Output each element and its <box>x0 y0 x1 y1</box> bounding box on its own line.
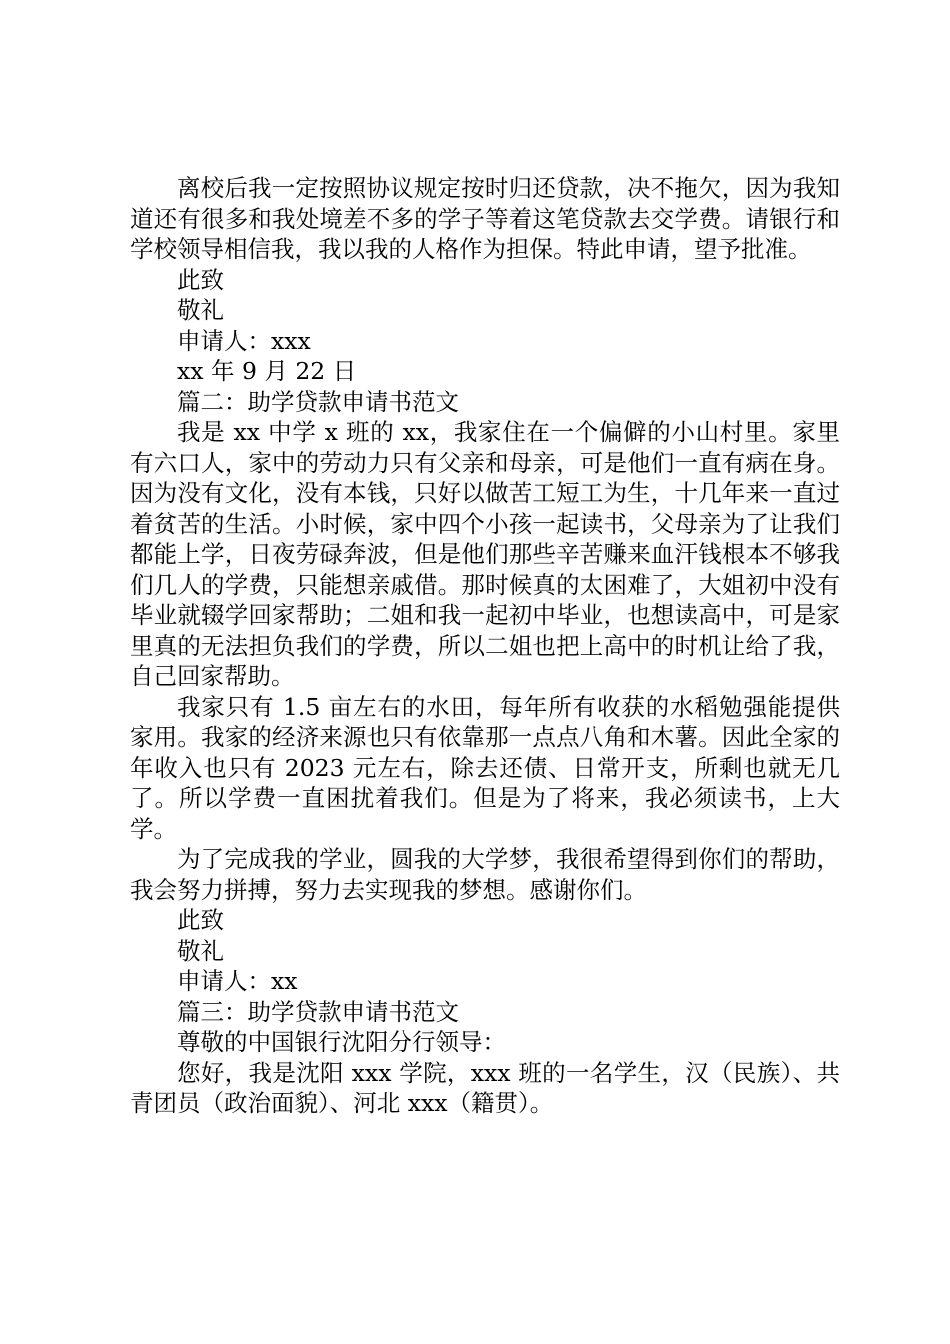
paragraph-family-background: 我是 xx 中学 x 班的 xx，我家住在一个偏僻的小山村里。家里有六口人，家中的劳动力只有父亲和母亲，可是他们一直有病在身。因为没有文化，没有本钱，只好以做苦工短工为生，十几年来一直过着贫苦的生活。小时候，家中四个小孩一起读书，父母亲为了让我们都能上学，日夜劳碌奔波，但是他们那些辛苦赚来血汗钱根本不够我们几人的学费，只能想亲戚借。那时候真的太困难了，大姐初中没有毕业就辍学回家帮助；二姐和我一起初中毕业，也想读高中，可是家里真的无法担负我们的学费，所以二姐也把上高中的时机让给了我，自己回家帮助。 <box>130 418 840 690</box>
section-heading-part-three: 篇三：助学贷款申请书范文 <box>177 997 459 1026</box>
paragraph-self-introduction: 您好，我是沈阳 xxx 学院，xxx 班的一名学生，汉（民族）、共青团员（政治面貌）、河北 xxx（籍贯）。 <box>130 1058 840 1117</box>
paragraph-request-help: 为了完成我的学业，圆我的大学梦，我很希望得到你们的帮助，我会努力拼搏，努力去实现我的梦想。感谢你们。 <box>130 845 840 904</box>
paragraph-repayment-promise: 离校后我一定按照协议规定按时归还贷款，决不拖欠，因为我知道还有很多和我处境差不多的学子等着这笔贷款去交学费。请银行和学校领导相信我，我以我的人格作为担保。特此申请，望予批准。 <box>130 174 840 263</box>
section-heading-part-two: 篇二：助学贷款申请书范文 <box>177 387 459 416</box>
closing-cizhi: 此致 <box>177 265 224 294</box>
applicant-signature-2: 申请人：xx <box>177 967 298 995</box>
document-page <box>130 173 840 1119</box>
salutation-jingli-2: 敬礼 <box>177 936 224 965</box>
paragraph-family-income: 我家只有 1.5 亩左右的水田，每年所有收获的水稻勉强能提供家用。我家的经济来源也只有依靠那一点点八角和木薯。因此全家的年收入也只有 2023 元左右，除去还债、日常开支，所剩也就无几了。所以学费一直困扰着我们。但是为了将来，我必须读书，上大学。 <box>130 692 840 843</box>
application-date: xx 年 9 月 22 日 <box>177 357 357 385</box>
greeting-bank-leaders: 尊敬的中国银行沈阳分行领导： <box>177 1028 506 1056</box>
salutation-jingli: 敬礼 <box>177 296 224 324</box>
applicant-signature: 申请人：xxx <box>177 326 311 355</box>
closing-cizhi-2: 此致 <box>177 906 224 934</box>
